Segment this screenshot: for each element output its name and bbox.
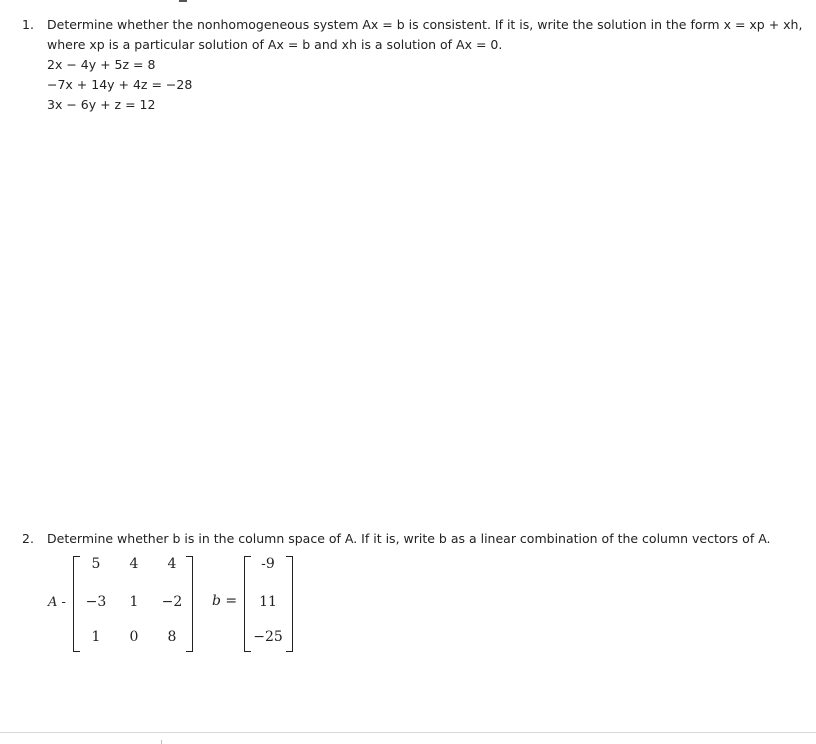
equation: 3x − 6y + z = 12 <box>47 97 156 112</box>
vector-b-right-bracket <box>286 556 293 652</box>
matrix-a-label: A - <box>48 595 66 610</box>
bottom-cursor-mark <box>161 740 162 744</box>
equation-system <box>47 55 792 115</box>
equation: −7x + 14y + 4z = −28 <box>47 77 193 92</box>
top-cursor-mark <box>179 0 187 2</box>
problem-text-line: Determine whether b is in the column space of A. If it is, write b as a linear combination of the column vectors of A. <box>47 531 771 546</box>
matrix-a-cell: 4 <box>129 556 139 572</box>
problem-body <box>47 15 803 115</box>
matrix-a-cell: 0 <box>129 629 139 645</box>
equation: 2x − 4y + 5z = 8 <box>47 57 156 72</box>
matrix-equation <box>48 556 308 652</box>
problem-text-line: where xp is a particular solution of Ax = b and xh is a solution of Ax = 0. <box>47 37 503 52</box>
problem-body <box>47 529 792 549</box>
matrix-a-cell: −3 <box>85 594 107 610</box>
problem-number: 2. <box>22 531 34 546</box>
page-bottom-divider <box>0 732 816 733</box>
matrix-a-cell: 8 <box>167 629 177 645</box>
matrix-a-cell: 1 <box>91 629 101 645</box>
matrix-a-cell: −2 <box>161 594 183 610</box>
vector-b-cell: −25 <box>253 629 283 645</box>
vector-b-cell: -9 <box>261 556 275 572</box>
matrix-a-right-bracket <box>186 556 193 652</box>
problem-number: 1. <box>22 17 34 32</box>
matrix-a-cell: 5 <box>91 556 101 572</box>
vector-b-label: b = <box>212 593 238 609</box>
problem-text-line: Determine whether the nonhomogeneous system Ax = b is consistent. If it is, write the solution in the form x = xp + xh, <box>47 17 803 32</box>
matrix-a-cell: 4 <box>167 556 177 572</box>
vector-b-left-bracket <box>244 556 251 652</box>
vector-b-cell: 11 <box>259 594 277 610</box>
matrix-a-cell: 1 <box>129 594 139 610</box>
matrix-a-left-bracket <box>73 556 80 652</box>
